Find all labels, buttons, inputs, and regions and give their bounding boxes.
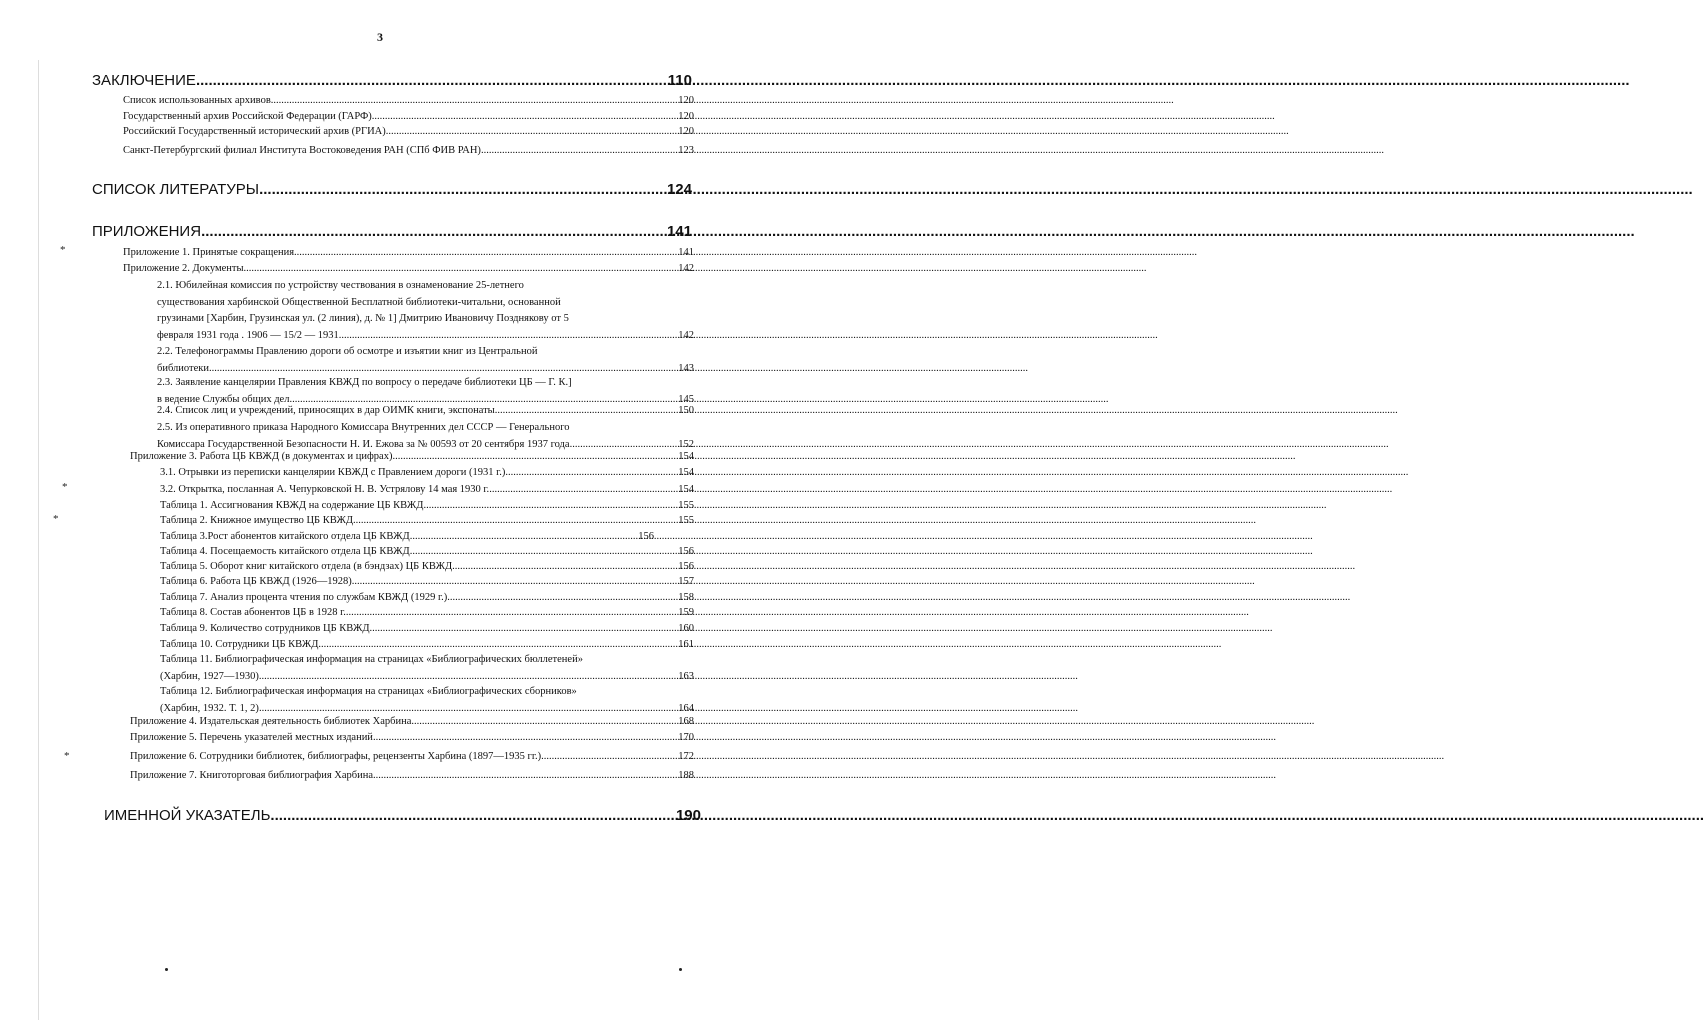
toc-entry-appendix-7: Приложение 7. Книготорговая библиография Харбина ..... 188 xyxy=(130,770,694,781)
toc-entry: Санкт-Петербургский филиал Института Востоковедения РАН (СПб ФИВ РАН) ..... 123 xyxy=(123,145,694,156)
section-page: 110 xyxy=(667,72,692,89)
margin-mark: * xyxy=(53,513,59,525)
toc-entry-table-11: Таблица 11. Библиографическая информация на страницах «Библиографических бюллетеней» (Харбин, 1927—1930) ..... 163 xyxy=(160,652,694,685)
toc-entry: Таблица 8. Состав абонентов ЦБ в 1928 г. ..... 159 xyxy=(160,607,694,618)
section-title: ИМЕННОЙ УКАЗАТЕЛЬ xyxy=(104,807,271,824)
toc-entry-doc-2-5: 2.5. Из оперативного приказа Народного Комиссара Внутренних дел СССР — Генерального Комиссара Государственной Безопасности Н. И. Ежова за № 00593 от 20 сентября 1937 года ..... 152 xyxy=(157,420,694,453)
section-title: ПРИЛОЖЕНИЯ xyxy=(92,223,202,240)
toc-entry: Таблица 10. Сотрудники ЦБ КВЖД ..... 161 xyxy=(160,639,694,650)
section-page: 190 xyxy=(675,807,701,824)
toc-entry: Таблица 7. Анализ процента чтения по службам КВЖД (1929 г.) ..... 158 xyxy=(160,592,694,603)
toc-entry: 3.2. Открытка, посланная А. Чепурковской Н. В. Устрялову 14 мая 1930 г. ..... 154 xyxy=(160,484,694,495)
toc-entry: Список использованных архивов ..... 120 xyxy=(123,95,694,106)
toc-entry: Таблица 9. Количество сотрудников ЦБ КВЖД ..... 160 xyxy=(160,623,694,634)
toc-entry-doc-2-2: 2.2. Телефонограммы Правлению дороги об осмотре и изъятии книг из Центральной библиотеки ..... 143 xyxy=(157,344,694,377)
toc-entry-appendix-3: Приложение 3. Работа ЦБ КВЖД (в документах и цифрах) ..... 154 xyxy=(130,451,694,462)
toc-entry-appendix-4: Приложение 4. Издательская деятельность библиотек Харбина ..... 168 xyxy=(130,716,694,727)
toc-entry-table-12: Таблица 12. Библиографическая информация на страницах «Библиографических сборников» (Харбин, 1932. Т. 1, 2) ..... 164 xyxy=(160,684,694,717)
section-page: 141 xyxy=(666,223,692,240)
toc-entry-doc-2-4: 2.4. Список лиц и учреждений, приносящих в дар ОИМК книги, экспонаты ..... 150 xyxy=(157,405,694,416)
toc-entry: Государственный архив Российской Федерации (ГАРФ) ..... 120 xyxy=(123,111,694,122)
toc-entry: Таблица 5. Оборот книг китайского отдела (в бэндзах) ЦБ КВЖД ..... 156 xyxy=(160,561,694,572)
toc-section-appendices xyxy=(92,223,692,240)
toc-entry: Таблица 3.Рост абонентов китайского отдела ЦБ КВЖД ..... 156 xyxy=(160,531,654,542)
toc-entry: Таблица 2. Книжное имущество ЦБ КВЖД ..... 155 xyxy=(160,515,694,526)
margin-mark: * xyxy=(60,244,66,256)
scan-edge-line xyxy=(38,60,39,1020)
section-title: ЗАКЛЮЧЕНИЕ xyxy=(92,72,196,89)
toc-entry: 3.1. Отрывки из переписки канцелярии КВЖД с Правлением дороги (1931 г.) ..... 154 xyxy=(160,467,694,478)
toc-section-bibliography xyxy=(92,181,692,198)
toc-entry: Таблица 6. Работа ЦБ КВЖД (1926—1928) ..... 157 xyxy=(160,576,694,587)
leader-dots xyxy=(270,807,673,824)
toc-entry-appendix-2: Приложение 2. Документы ..... 142 xyxy=(123,263,694,274)
toc-section-name-index xyxy=(104,807,701,824)
leader-dots xyxy=(196,72,665,89)
toc-section-conclusion xyxy=(92,72,692,89)
scan-speck xyxy=(679,968,682,971)
section-page: 124 xyxy=(666,181,692,198)
leader-dots xyxy=(201,223,664,240)
toc-entry: Таблица 4. Посещаемость китайского отдела ЦБ КВЖД ..... 156 xyxy=(160,546,694,557)
toc-entry: Российский Государственный исторический архив (РГИА) ..... 120 xyxy=(123,126,694,137)
toc-entry-appendix-5: Приложение 5. Перечень указателей местных изданий ..... 170 xyxy=(130,732,694,743)
toc-entry: Таблица 1. Ассигнования КВЖД на содержание ЦБ КВЖД ..... 155 xyxy=(160,500,694,511)
toc-entry-appendix-1: Приложение 1. Принятые сокращения ..... 141 xyxy=(123,247,694,258)
leader-dots xyxy=(259,181,664,198)
margin-mark: * xyxy=(64,750,70,762)
toc-entry-doc-2-1: 2.1. Юбилейная комиссия по устройству чествования в ознаменование 25-летнего существования харбинской Общественной Бесплатной библиотеки-читальни, основанной грузинами [Харбин, Грузинская ул. (2 линия), д. № 1] Дмитрию Ивановичу Позднякову от 5 февраля 1931 года . 1906 — 15/2 — 1931 ..... 142 xyxy=(157,278,694,344)
margin-mark: * xyxy=(62,481,68,493)
scan-speck xyxy=(165,968,168,971)
section-title: СПИСОК ЛИТЕРАТУРЫ xyxy=(92,181,260,198)
toc-entry-doc-2-3: 2.3. Заявление канцелярии Правления КВЖД по вопросу о передаче библиотеки ЦБ — Г. К.] в ведение Службы общих дел ..... 145 xyxy=(157,375,694,408)
page-number: 3 xyxy=(377,30,383,44)
toc-entry-appendix-6: Приложение 6. Сотрудники библиотек, библиографы, рецензенты Харбина (1897—1935 гг.) ..... 172 xyxy=(130,751,694,762)
